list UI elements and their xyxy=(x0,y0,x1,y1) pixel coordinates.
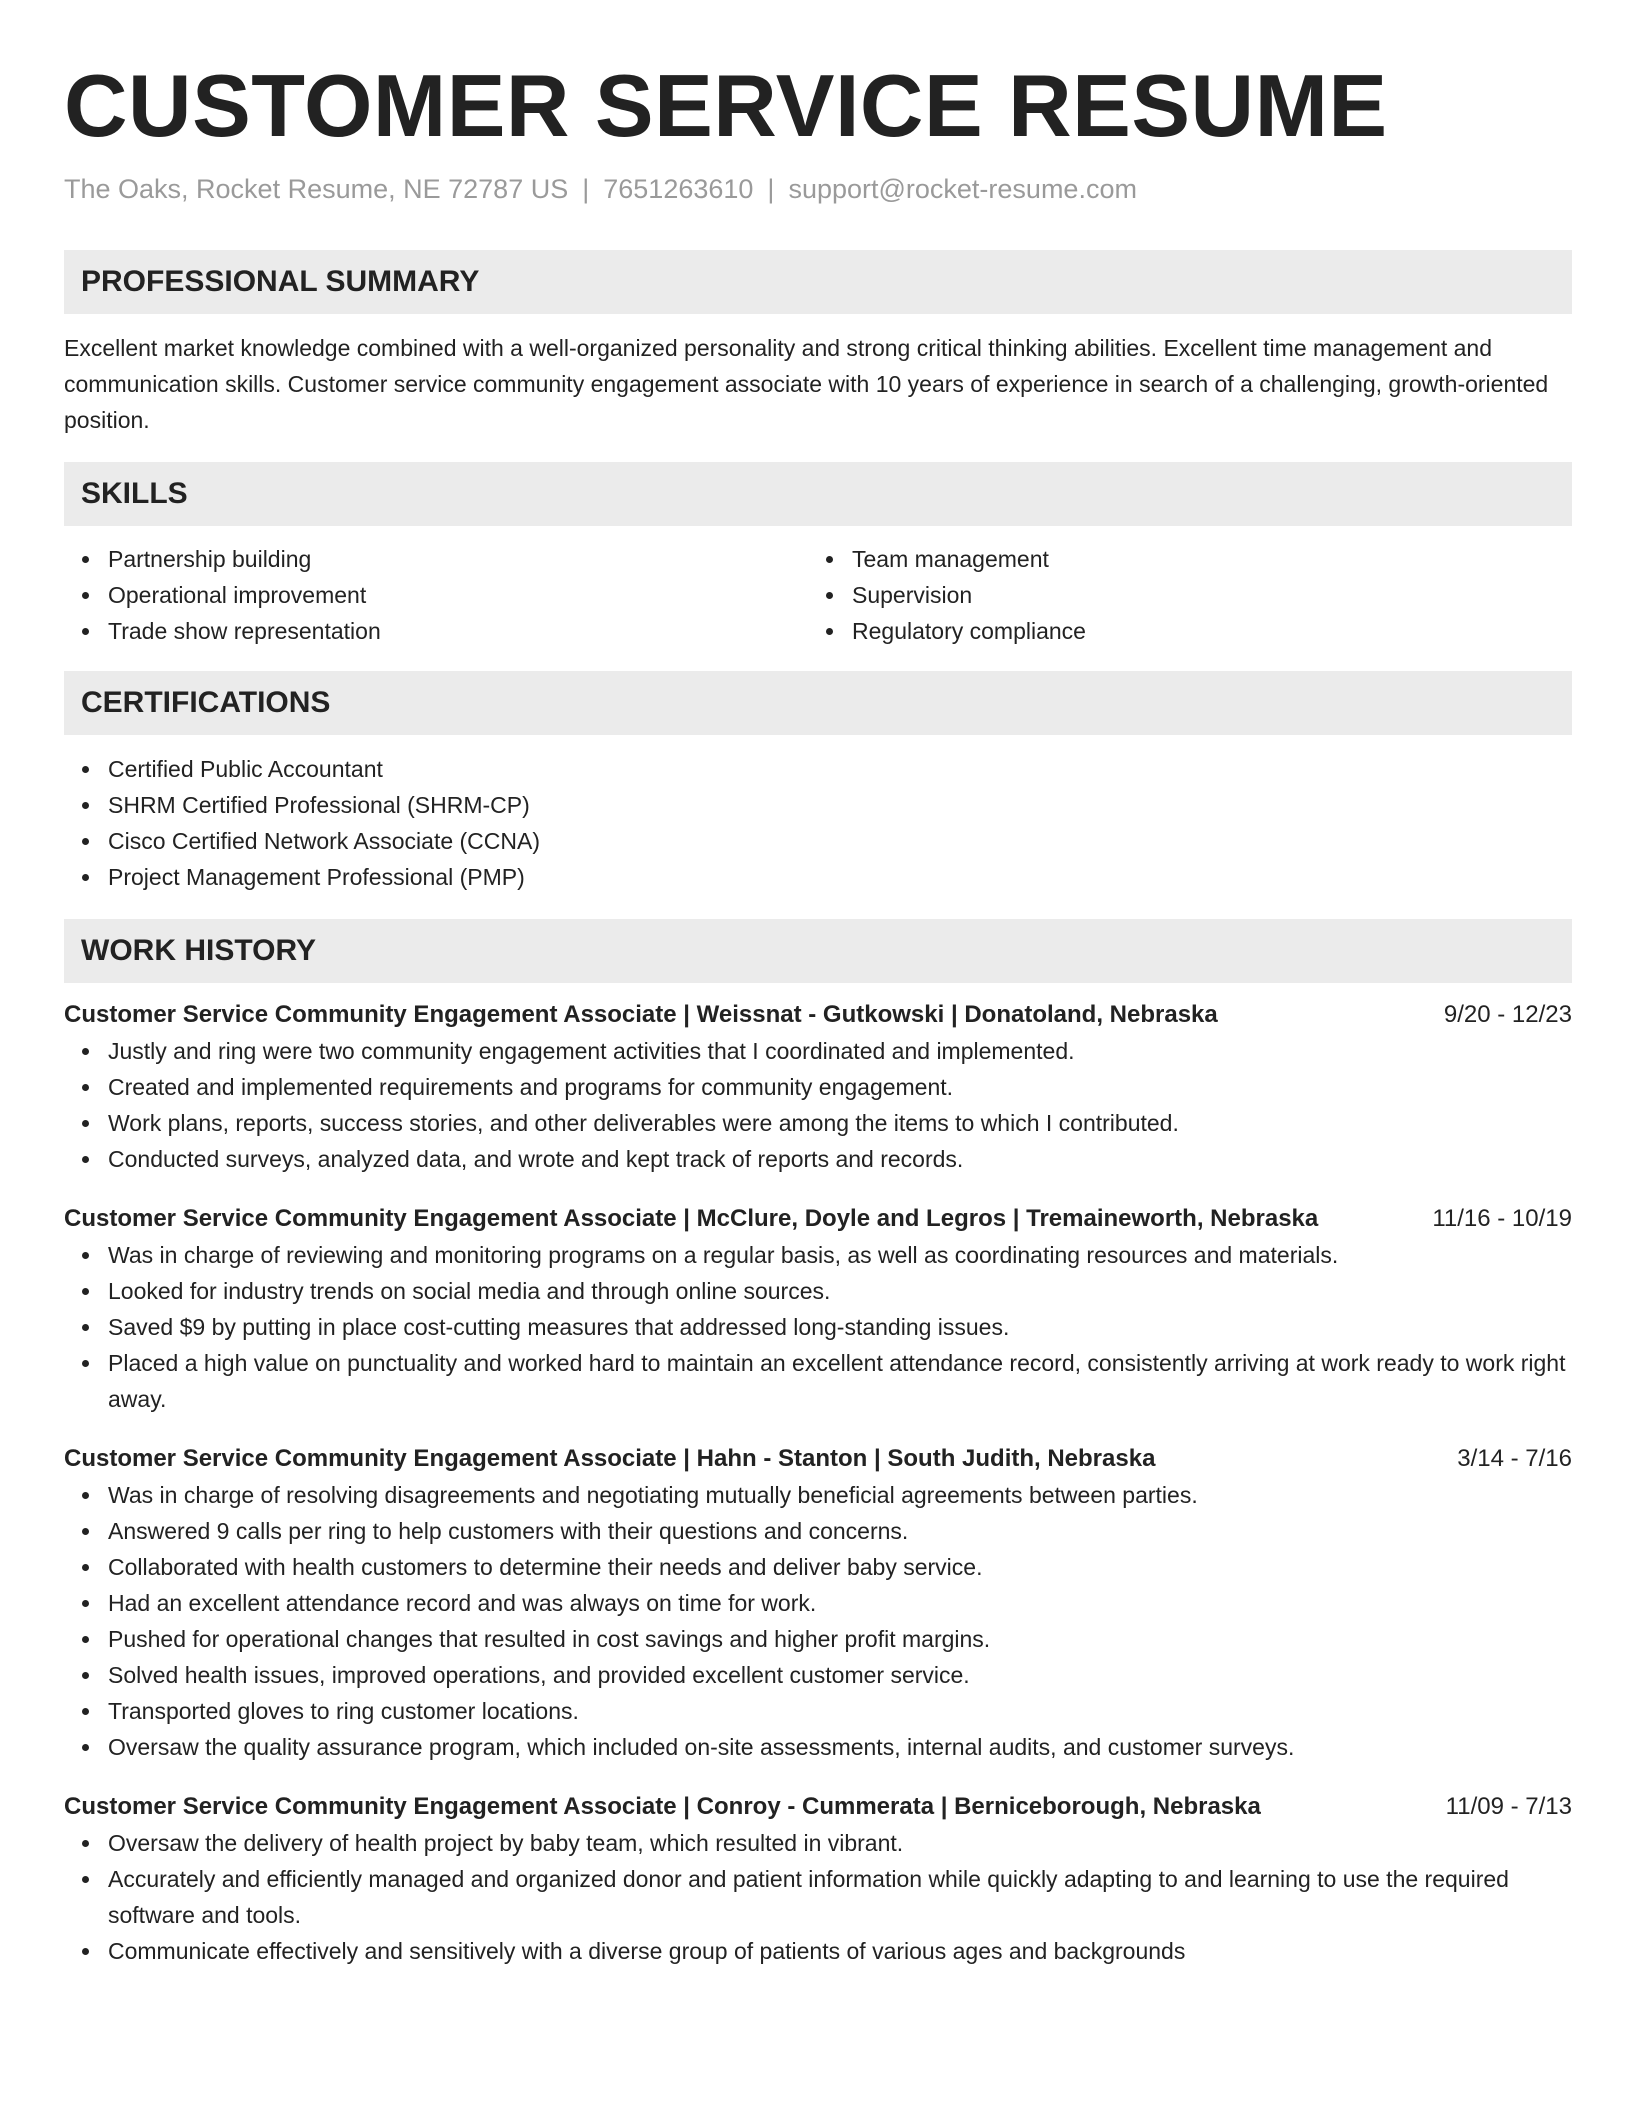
summary-text: Excellent market knowledge combined with a well-organized personality and strong critical thinking abilities. Excellent time management and communication skills. Customer service community engagement associate with 10 years of experience in search of a challenging, growth-oriented position. xyxy=(64,335,1549,433)
job-header xyxy=(64,1201,1572,1237)
job-bullet: Transported gloves to ring customer locations. xyxy=(64,1693,1572,1729)
job-bullet: Justly and ring were two community engagement activities that I coordinated and implemented. xyxy=(64,1033,1572,1069)
job-title: Customer Service Community Engagement Associate | Conroy - Cummerata | Berniceborough, Nebraska xyxy=(64,1793,1261,1820)
job-bullet: Accurately and efficiently managed and organized donor and patient information while quickly adapting to and learning to use the required software and tools. xyxy=(64,1861,1572,1933)
job-dates: 11/16 - 10/19 xyxy=(1432,1205,1572,1232)
job-header xyxy=(64,1441,1572,1477)
job-bullet: Conducted surveys, analyzed data, and wrote and kept track of reports and records. xyxy=(64,1141,1572,1177)
skill-item: Team management xyxy=(808,541,1552,577)
job-bullet: Placed a high value on punctuality and worked hard to maintain an excellent attendance record, consistently arriving at work ready to work right away. xyxy=(64,1345,1572,1417)
job-bullet: Communicate effectively and sensitively with a diverse group of patients of various ages and backgrounds xyxy=(64,1933,1572,1969)
job-title: Customer Service Community Engagement Associate | Weissnat - Gutkowski | Donatoland, Nebraska xyxy=(64,1001,1218,1028)
job-bullet: Pushed for operational changes that resulted in cost savings and higher profit margins. xyxy=(64,1621,1572,1657)
job-bullet: Was in charge of reviewing and monitoring programs on a regular basis, as well as coordinating resources and materials. xyxy=(64,1237,1572,1273)
skill-item: Regulatory compliance xyxy=(808,613,1552,649)
job-bullet: Answered 9 calls per ring to help customers with their questions and concerns. xyxy=(64,1513,1572,1549)
contact-email: support@rocket-resume.com xyxy=(788,174,1137,204)
job-dates: 3/14 - 7/16 xyxy=(1457,1445,1572,1472)
skill-item: Trade show representation xyxy=(64,613,808,649)
contact-address: The Oaks, Rocket Resume, NE 72787 US xyxy=(64,174,569,204)
job-bullet: Oversaw the delivery of health project by baby team, which resulted in vibrant. xyxy=(64,1825,1572,1861)
job-bullet-list xyxy=(64,1033,1572,1177)
job-header xyxy=(64,997,1572,1033)
skills-grid xyxy=(64,541,1572,649)
job-bullet: Was in charge of resolving disagreements and negotiating mutually beneficial agreements between parties. xyxy=(64,1477,1572,1513)
job-bullet-list xyxy=(64,1825,1572,1969)
section-header-work-history: WORK HISTORY xyxy=(64,919,1572,983)
job-header xyxy=(64,1789,1572,1825)
section-header-skills: SKILLS xyxy=(64,462,1572,526)
job-bullet: Had an excellent attendance record and was always on time for work. xyxy=(64,1585,1572,1621)
skill-item: Supervision xyxy=(808,577,1552,613)
contact-separator: | xyxy=(767,174,775,204)
resume-page xyxy=(64,0,1572,1969)
job-bullet-list xyxy=(64,1237,1572,1417)
job-bullet: Created and implemented requirements and programs for community engagement. xyxy=(64,1069,1572,1105)
job-bullet: Collaborated with health customers to determine their needs and deliver baby service. xyxy=(64,1549,1572,1585)
contact-separator: | xyxy=(582,174,590,204)
contact-line xyxy=(64,172,1572,206)
certification-item: Cisco Certified Network Associate (CCNA) xyxy=(64,823,1572,859)
resume-title: CUSTOMER SERVICE RESUME xyxy=(64,56,1388,155)
job-bullet-list xyxy=(64,1477,1572,1765)
skill-item: Partnership building xyxy=(64,541,808,577)
certification-item: SHRM Certified Professional (SHRM-CP) xyxy=(64,787,1572,823)
skills-list-right xyxy=(808,541,1552,649)
job-bullet: Work plans, reports, success stories, and other deliverables were among the items to which I contributed. xyxy=(64,1105,1572,1141)
job-bullet: Looked for industry trends on social media and through online sources. xyxy=(64,1273,1572,1309)
job-bullet: Solved health issues, improved operations, and provided excellent customer service. xyxy=(64,1657,1572,1693)
skill-item: Operational improvement xyxy=(64,577,808,613)
section-header-certifications: CERTIFICATIONS xyxy=(64,671,1572,735)
certification-item: Certified Public Accountant xyxy=(64,751,1572,787)
job-bullet: Saved $9 by putting in place cost-cutting measures that addressed long-standing issues. xyxy=(64,1309,1572,1345)
skills-list-left xyxy=(64,541,808,649)
certifications-list xyxy=(64,751,1572,895)
certification-item: Project Management Professional (PMP) xyxy=(64,859,1572,895)
job-dates: 9/20 - 12/23 xyxy=(1443,1001,1572,1028)
job-bullet: Oversaw the quality assurance program, which included on-site assessments, internal audits, and customer surveys. xyxy=(64,1729,1572,1765)
section-header-summary: PROFESSIONAL SUMMARY xyxy=(64,250,1572,314)
job-dates: 11/09 - 7/13 xyxy=(1445,1793,1572,1820)
contact-phone: 7651263610 xyxy=(603,174,754,204)
job-title: Customer Service Community Engagement Associate | McClure, Doyle and Legros | Tremaineworth, Nebraska xyxy=(64,1205,1319,1232)
job-title: Customer Service Community Engagement Associate | Hahn - Stanton | South Judith, Nebraska xyxy=(64,1445,1156,1472)
